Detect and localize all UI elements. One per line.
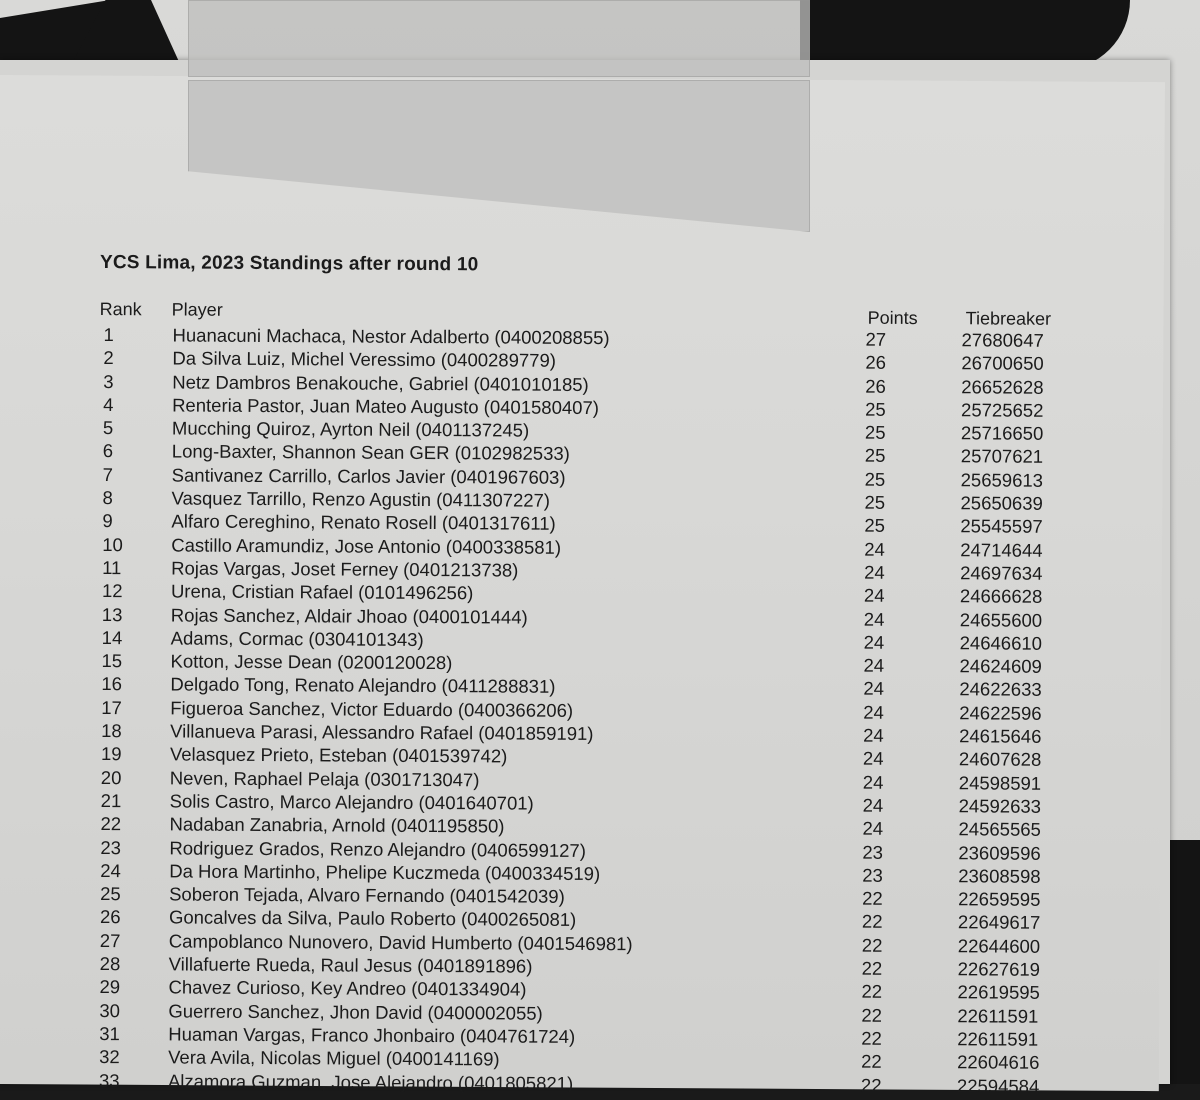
rank-cell: 16 bbox=[101, 673, 123, 695]
points-cell: 24 bbox=[863, 654, 885, 676]
points-cell: 25 bbox=[864, 468, 886, 490]
rank-cell: 9 bbox=[102, 510, 113, 532]
player-cell: Delgado Tong, Renato Alejandro (0411288831) bbox=[170, 673, 556, 698]
tiebreaker-cell: 25545597 bbox=[960, 515, 1043, 538]
player-cell: Da Hora Martinho, Phelipe Kuczmeda (0400334519) bbox=[169, 860, 601, 884]
rank-cell: 5 bbox=[102, 417, 114, 439]
player-cell: Villafuerte Rueda, Raul Jesus (0401891896) bbox=[168, 953, 533, 977]
tiebreaker-cell: 22594584 bbox=[956, 1074, 1040, 1097]
player-cell: Vera Avila, Nicolas Miguel (0400141169) bbox=[168, 1046, 500, 1070]
player-cell: Villanueva Parasi, Alessandro Rafael (0401859191) bbox=[170, 720, 594, 745]
player-cell: Kotton, Jesse Dean (0200120028) bbox=[170, 650, 453, 674]
player-cell: Mucching Quiroz, Ayrton Neil (0401137245) bbox=[171, 417, 530, 441]
player-cell: Castillo Aramundiz, Jose Antonio (0400338581) bbox=[171, 534, 562, 558]
player-cell: Solis Castro, Marco Alejandro (0401640701) bbox=[169, 790, 534, 814]
tiebreaker-cell: 22649617 bbox=[957, 911, 1041, 934]
rank-cell: 4 bbox=[103, 393, 114, 415]
tiebreaker-cell: 24607628 bbox=[958, 748, 1042, 771]
tiebreaker-cell: 24666628 bbox=[959, 585, 1043, 608]
rank-cell: 11 bbox=[102, 556, 122, 579]
player-cell: Santivanez Carrillo, Carlos Javier (0401967603) bbox=[171, 464, 566, 488]
player-cell: Urena, Cristian Rafael (0101496256) bbox=[170, 580, 474, 604]
tiebreaker-cell: 22644600 bbox=[957, 934, 1041, 957]
tiebreaker-cell: 24622633 bbox=[959, 678, 1042, 701]
player-cell: Alzamora Guzman, Jose Alejandro (0401805821) bbox=[167, 1069, 574, 1094]
points-cell: 22 bbox=[861, 1004, 883, 1026]
points-cell: 24 bbox=[862, 794, 884, 816]
standings-table bbox=[0, 323, 1200, 1099]
rank-cell: 32 bbox=[99, 1046, 120, 1068]
player-cell: Nadaban Zanabria, Arnold (0401195850) bbox=[169, 813, 505, 837]
rank-cell: 17 bbox=[101, 696, 122, 718]
tiebreaker-cell: 22611591 bbox=[957, 1028, 1039, 1050]
column-header-player: Player bbox=[171, 299, 223, 320]
player-cell: Guerrero Sanchez, Jhon David (0400002055) bbox=[168, 1000, 543, 1024]
points-cell: 25 bbox=[864, 421, 886, 443]
rank-cell: 12 bbox=[101, 580, 123, 602]
player-cell: Chavez Curioso, Key Andreo (0401334904) bbox=[168, 976, 527, 1000]
rank-cell: 7 bbox=[102, 463, 114, 485]
rank-cell: 3 bbox=[103, 370, 114, 392]
tiebreaker-cell: 22659595 bbox=[958, 888, 1041, 910]
tiebreaker-cell: 22627619 bbox=[957, 958, 1041, 980]
rank-cell: 14 bbox=[101, 626, 123, 649]
tiebreaker-cell: 25707621 bbox=[960, 445, 1044, 468]
points-cell: 24 bbox=[862, 748, 884, 770]
player-cell: Rodriguez Grados, Renzo Alejandro (0406599127) bbox=[169, 836, 587, 861]
tiebreaker-cell: 24646610 bbox=[959, 632, 1043, 654]
rank-cell: 8 bbox=[102, 487, 113, 509]
player-cell: Figueroa Sanchez, Victor Eduardo (0400366206) bbox=[170, 697, 574, 721]
player-cell: Adams, Cormac (0304101343) bbox=[170, 627, 424, 650]
tiebreaker-cell: 23609596 bbox=[958, 841, 1041, 864]
tiebreaker-cell: 22604616 bbox=[957, 1051, 1040, 1073]
tiebreaker-cell: 24624609 bbox=[959, 655, 1042, 677]
rank-cell: 13 bbox=[101, 603, 123, 625]
rank-cell: 26 bbox=[99, 906, 121, 928]
tiebreaker-cell: 24615646 bbox=[959, 725, 1042, 747]
points-cell: 24 bbox=[862, 817, 884, 840]
column-header-rank: Rank bbox=[99, 298, 142, 320]
tiebreaker-cell: 24697634 bbox=[960, 562, 1043, 584]
points-cell: 22 bbox=[860, 1074, 882, 1096]
rank-cell: 10 bbox=[102, 533, 123, 555]
points-cell: 22 bbox=[861, 934, 883, 956]
rank-cell: 18 bbox=[101, 720, 122, 742]
points-cell: 24 bbox=[863, 631, 885, 653]
player-cell: Renteria Pastor, Juan Mateo Augusto (0401580407) bbox=[172, 394, 600, 418]
player-cell: Alfaro Cereghino, Renato Rosell (0401317611) bbox=[171, 510, 556, 535]
rank-cell: 22 bbox=[100, 813, 122, 835]
points-cell: 25 bbox=[864, 491, 886, 513]
points-cell: 24 bbox=[863, 701, 884, 723]
rank-cell: 28 bbox=[99, 953, 121, 975]
tiebreaker-cell: 24655600 bbox=[959, 608, 1043, 631]
rank-cell: 33 bbox=[98, 1069, 120, 1091]
points-cell: 26 bbox=[865, 351, 887, 374]
player-cell: Campoblanco Nunovero, David Humberto (0401546981) bbox=[168, 930, 633, 954]
points-cell: 22 bbox=[861, 1050, 882, 1072]
rank-cell: 25 bbox=[100, 883, 121, 905]
player-cell: Da Silva Luiz, Michel Veressimo (0400289779) bbox=[172, 347, 557, 372]
column-header-points: Points bbox=[867, 307, 918, 328]
player-cell: Vasquez Tarrillo, Renzo Agustin (0411307227) bbox=[171, 487, 551, 511]
points-cell: 26 bbox=[865, 375, 886, 397]
player-cell: Rojas Vargas, Joset Ferney (0401213738) bbox=[171, 557, 519, 581]
player-cell: Velasquez Prieto, Esteban (0401539742) bbox=[169, 743, 508, 767]
points-cell: 27 bbox=[865, 328, 887, 350]
points-cell: 22 bbox=[861, 911, 883, 933]
tiebreaker-cell: 25659613 bbox=[960, 469, 1044, 491]
player-cell: Long-Baxter, Shannon Sean GER (0102982533) bbox=[171, 440, 570, 465]
points-cell: 24 bbox=[862, 771, 884, 793]
points-cell: 25 bbox=[864, 515, 886, 537]
tiebreaker-cell: 23608598 bbox=[958, 865, 1041, 887]
points-cell: 24 bbox=[863, 608, 885, 630]
tiebreaker-cell: 25650639 bbox=[960, 492, 1043, 514]
tiebreaker-cell: 27680647 bbox=[961, 329, 1044, 351]
player-cell: Netz Dambros Benakouche, Gabriel (0401010185) bbox=[172, 371, 589, 395]
player-cell: Rojas Sanchez, Aldair Jhoao (0400101444) bbox=[170, 604, 528, 628]
player-cell: Soberon Tejada, Alvaro Fernando (0401542039) bbox=[169, 883, 565, 907]
rank-cell: 23 bbox=[100, 836, 122, 858]
points-cell: 22 bbox=[861, 980, 883, 1003]
points-cell: 22 bbox=[862, 887, 883, 909]
tiebreaker-cell: 24598591 bbox=[958, 771, 1042, 794]
points-cell: 24 bbox=[863, 724, 884, 746]
rank-cell: 21 bbox=[100, 789, 122, 812]
points-cell: 22 bbox=[861, 1027, 882, 1049]
rank-cell: 30 bbox=[99, 999, 121, 1021]
rank-cell: 2 bbox=[103, 347, 114, 369]
column-header-tiebreaker: Tiebreaker bbox=[965, 308, 1052, 329]
player-cell: Goncalves da Silva, Paulo Roberto (0400265081) bbox=[168, 906, 577, 931]
rank-cell: 6 bbox=[102, 440, 114, 462]
tiebreaker-cell: 24714644 bbox=[960, 538, 1043, 561]
rank-cell: 31 bbox=[99, 1022, 120, 1045]
rank-cell: 15 bbox=[101, 650, 123, 672]
tiebreaker-cell: 22611591 bbox=[957, 1004, 1039, 1027]
tiebreaker-cell: 25725652 bbox=[961, 399, 1044, 421]
points-cell: 24 bbox=[863, 584, 885, 607]
points-cell: 24 bbox=[864, 561, 885, 583]
tiebreaker-cell: 24592633 bbox=[958, 795, 1042, 817]
rank-cell: 1 bbox=[103, 324, 114, 346]
points-cell: 24 bbox=[864, 538, 885, 560]
document-title: YCS Lima, 2023 Standings after round 10 bbox=[99, 252, 479, 276]
points-cell: 22 bbox=[861, 957, 883, 979]
player-cell: Huaman Vargas, Franco Jhonbairo (0404761724) bbox=[168, 1023, 576, 1047]
player-cell: Huanacuni Machaca, Nestor Adalberto (0400208855) bbox=[172, 324, 610, 349]
rank-cell: 20 bbox=[100, 766, 122, 788]
rank-cell: 27 bbox=[99, 929, 121, 951]
points-cell: 25 bbox=[865, 398, 886, 420]
tiebreaker-cell: 24565565 bbox=[958, 818, 1041, 840]
player-cell: Neven, Raphael Pelaja (0301713047) bbox=[169, 767, 480, 790]
tiebreaker-cell: 25716650 bbox=[960, 422, 1044, 444]
points-cell: 23 bbox=[862, 864, 883, 886]
rank-cell: 24 bbox=[100, 859, 121, 881]
rank-cell: 29 bbox=[99, 976, 121, 998]
tiebreaker-cell: 26700650 bbox=[961, 352, 1044, 375]
tiebreaker-cell: 24622596 bbox=[959, 702, 1042, 724]
tiebreaker-cell: 26652628 bbox=[961, 375, 1044, 398]
points-cell: 24 bbox=[863, 678, 885, 700]
points-cell: 25 bbox=[864, 445, 886, 467]
tiebreaker-cell: 22619595 bbox=[957, 981, 1040, 1004]
points-cell: 23 bbox=[862, 841, 884, 863]
rank-cell: 19 bbox=[100, 743, 122, 765]
